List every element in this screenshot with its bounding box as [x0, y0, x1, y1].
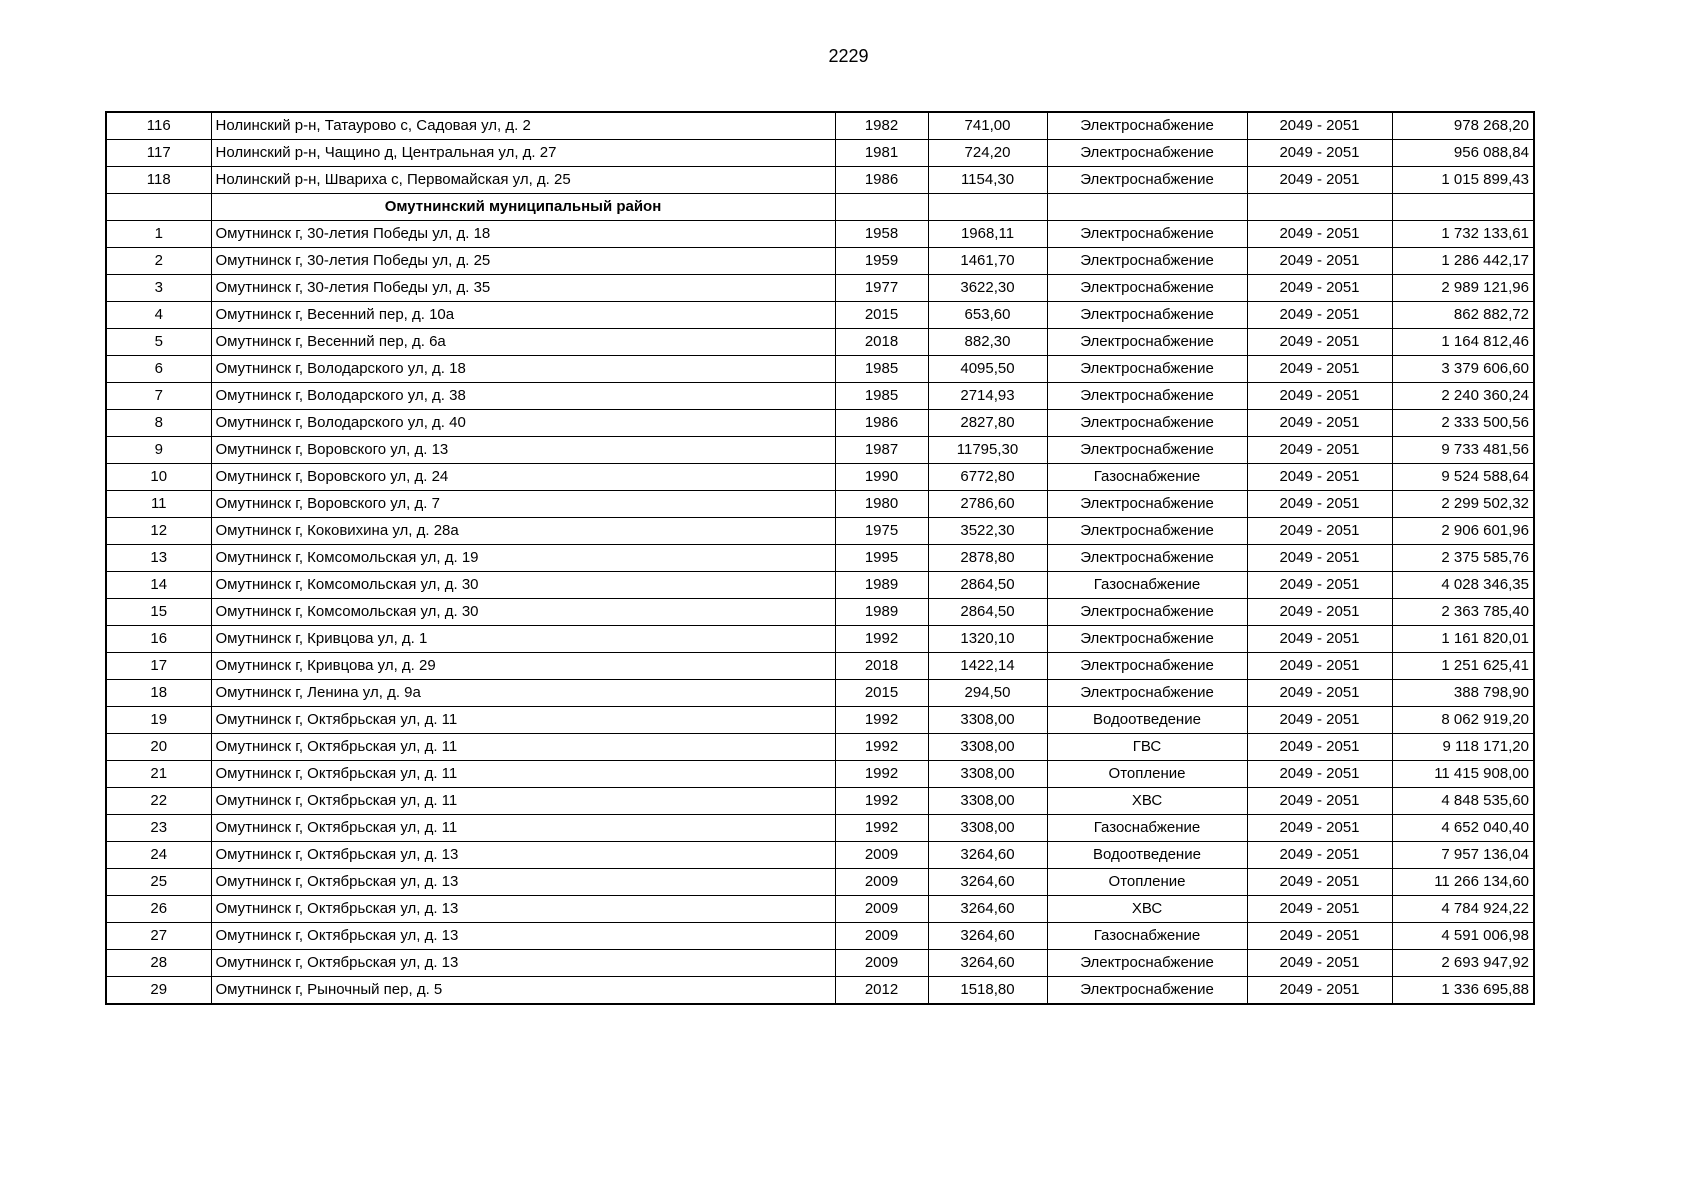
cost-cell: 2 375 585,76: [1392, 545, 1534, 572]
address-cell: Омутнинск г, Октябрьская ул, д. 13: [211, 896, 835, 923]
cost-cell: 2 906 601,96: [1392, 518, 1534, 545]
work-type-cell: Электроснабжение: [1047, 599, 1247, 626]
cost-cell: 2 240 360,24: [1392, 383, 1534, 410]
address-cell: Нолинский р-н, Чащино д, Центральная ул, д. 27: [211, 140, 835, 167]
area-cell: 2786,60: [928, 491, 1047, 518]
work-type-cell: Отопление: [1047, 869, 1247, 896]
address-cell: Омутнинск г, Воровского ул, д. 13: [211, 437, 835, 464]
row-number: 5: [106, 329, 211, 356]
area-cell: 2864,50: [928, 572, 1047, 599]
work-type-cell: Электроснабжение: [1047, 545, 1247, 572]
area-cell: 1154,30: [928, 167, 1047, 194]
period-cell: 2049 - 2051: [1247, 383, 1392, 410]
row-number: 3: [106, 275, 211, 302]
area-cell: 3522,30: [928, 518, 1047, 545]
address-cell: Нолинский р-н, Швариха с, Первомайская ул, д. 25: [211, 167, 835, 194]
cost-cell: 1 164 812,46: [1392, 329, 1534, 356]
area-cell: 1461,70: [928, 248, 1047, 275]
address-cell: Омутнинск г, Октябрьская ул, д. 13: [211, 869, 835, 896]
cost-cell: 2 299 502,32: [1392, 491, 1534, 518]
row-number: 14: [106, 572, 211, 599]
empty-cell: [1247, 194, 1392, 221]
repair-register-table: [105, 111, 1535, 1005]
year-built-cell: 1992: [835, 815, 928, 842]
period-cell: 2049 - 2051: [1247, 842, 1392, 869]
row-number: 20: [106, 734, 211, 761]
row-number: 16: [106, 626, 211, 653]
year-built-cell: 2012: [835, 977, 928, 1005]
row-number: 118: [106, 167, 211, 194]
year-built-cell: 1986: [835, 167, 928, 194]
table-row: [106, 167, 1534, 194]
year-built-cell: 2015: [835, 680, 928, 707]
cost-cell: 2 989 121,96: [1392, 275, 1534, 302]
address-cell: Омутнинск г, Октябрьская ул, д. 11: [211, 788, 835, 815]
period-cell: 2049 - 2051: [1247, 112, 1392, 140]
period-cell: 2049 - 2051: [1247, 761, 1392, 788]
cost-cell: 862 882,72: [1392, 302, 1534, 329]
work-type-cell: Электроснабжение: [1047, 950, 1247, 977]
area-cell: 3308,00: [928, 707, 1047, 734]
work-type-cell: Электроснабжение: [1047, 221, 1247, 248]
address-cell: Омутнинск г, Комсомольская ул, д. 19: [211, 545, 835, 572]
area-cell: 11795,30: [928, 437, 1047, 464]
area-cell: 3264,60: [928, 923, 1047, 950]
row-number: 1: [106, 221, 211, 248]
work-type-cell: Электроснабжение: [1047, 491, 1247, 518]
row-number: 22: [106, 788, 211, 815]
area-cell: 2864,50: [928, 599, 1047, 626]
period-cell: 2049 - 2051: [1247, 869, 1392, 896]
empty-cell: [1047, 194, 1247, 221]
year-built-cell: 2009: [835, 842, 928, 869]
address-cell: Омутнинск г, Коковихина ул, д. 28а: [211, 518, 835, 545]
area-cell: 882,30: [928, 329, 1047, 356]
year-built-cell: 1982: [835, 112, 928, 140]
work-type-cell: Электроснабжение: [1047, 329, 1247, 356]
year-built-cell: 2018: [835, 653, 928, 680]
row-number: 116: [106, 112, 211, 140]
work-type-cell: Водоотведение: [1047, 707, 1247, 734]
period-cell: 2049 - 2051: [1247, 356, 1392, 383]
table-row: [106, 491, 1534, 518]
cost-cell: 11 266 134,60: [1392, 869, 1534, 896]
table-row: [106, 383, 1534, 410]
year-built-cell: 1989: [835, 599, 928, 626]
work-type-cell: Электроснабжение: [1047, 302, 1247, 329]
work-type-cell: Электроснабжение: [1047, 680, 1247, 707]
year-built-cell: 1987: [835, 437, 928, 464]
table-row: [106, 302, 1534, 329]
row-number: 24: [106, 842, 211, 869]
year-built-cell: 1980: [835, 491, 928, 518]
address-cell: Омутнинск г, Воровского ул, д. 7: [211, 491, 835, 518]
year-built-cell: 1959: [835, 248, 928, 275]
year-built-cell: 1989: [835, 572, 928, 599]
row-number: 15: [106, 599, 211, 626]
address-cell: Омутнинск г, Октябрьская ул, д. 11: [211, 815, 835, 842]
row-number: 26: [106, 896, 211, 923]
year-built-cell: 1975: [835, 518, 928, 545]
cost-cell: 11 415 908,00: [1392, 761, 1534, 788]
work-type-cell: Электроснабжение: [1047, 626, 1247, 653]
work-type-cell: Газоснабжение: [1047, 572, 1247, 599]
address-cell: Омутнинск г, Рыночный пер, д. 5: [211, 977, 835, 1005]
year-built-cell: 1992: [835, 761, 928, 788]
work-type-cell: ГВС: [1047, 734, 1247, 761]
cost-cell: 3 379 606,60: [1392, 356, 1534, 383]
table-row: [106, 923, 1534, 950]
cost-cell: 9 524 588,64: [1392, 464, 1534, 491]
area-cell: 3264,60: [928, 896, 1047, 923]
address-cell: Омутнинск г, Володарского ул, д. 18: [211, 356, 835, 383]
year-built-cell: 1981: [835, 140, 928, 167]
address-cell: Омутнинск г, Октябрьская ул, д. 11: [211, 734, 835, 761]
work-type-cell: Электроснабжение: [1047, 356, 1247, 383]
cost-cell: 2 333 500,56: [1392, 410, 1534, 437]
row-number: 29: [106, 977, 211, 1005]
period-cell: 2049 - 2051: [1247, 275, 1392, 302]
row-number: 25: [106, 869, 211, 896]
cost-cell: 9 118 171,20: [1392, 734, 1534, 761]
table-row: [106, 869, 1534, 896]
period-cell: 2049 - 2051: [1247, 329, 1392, 356]
area-cell: 1320,10: [928, 626, 1047, 653]
empty-cell: [1392, 194, 1534, 221]
table-row: [106, 761, 1534, 788]
cost-cell: 4 652 040,40: [1392, 815, 1534, 842]
year-built-cell: 1995: [835, 545, 928, 572]
period-cell: 2049 - 2051: [1247, 491, 1392, 518]
address-cell: Омутнинск г, 30-летия Победы ул, д. 25: [211, 248, 835, 275]
area-cell: 3622,30: [928, 275, 1047, 302]
area-cell: 3264,60: [928, 869, 1047, 896]
row-number: 21: [106, 761, 211, 788]
empty-cell: [106, 194, 211, 221]
area-cell: 294,50: [928, 680, 1047, 707]
period-cell: 2049 - 2051: [1247, 140, 1392, 167]
work-type-cell: Электроснабжение: [1047, 275, 1247, 302]
cost-cell: 2 693 947,92: [1392, 950, 1534, 977]
row-number: 27: [106, 923, 211, 950]
cost-cell: 956 088,84: [1392, 140, 1534, 167]
address-cell: Омутнинск г, Весенний пер, д. 10а: [211, 302, 835, 329]
period-cell: 2049 - 2051: [1247, 707, 1392, 734]
work-type-cell: Газоснабжение: [1047, 815, 1247, 842]
cost-cell: 388 798,90: [1392, 680, 1534, 707]
area-cell: 3308,00: [928, 761, 1047, 788]
row-number: 10: [106, 464, 211, 491]
row-number: 7: [106, 383, 211, 410]
year-built-cell: 2009: [835, 896, 928, 923]
empty-cell: [928, 194, 1047, 221]
area-cell: 3308,00: [928, 788, 1047, 815]
cost-cell: 1 251 625,41: [1392, 653, 1534, 680]
row-number: 8: [106, 410, 211, 437]
area-cell: 3308,00: [928, 734, 1047, 761]
cost-cell: 1 286 442,17: [1392, 248, 1534, 275]
period-cell: 2049 - 2051: [1247, 923, 1392, 950]
area-cell: 1422,14: [928, 653, 1047, 680]
address-cell: Омутнинск г, Володарского ул, д. 40: [211, 410, 835, 437]
period-cell: 2049 - 2051: [1247, 518, 1392, 545]
row-number: 117: [106, 140, 211, 167]
address-cell: Омутнинск г, Октябрьская ул, д. 13: [211, 842, 835, 869]
table-row: [106, 112, 1534, 140]
cost-cell: 4 848 535,60: [1392, 788, 1534, 815]
cost-cell: 2 363 785,40: [1392, 599, 1534, 626]
area-cell: 741,00: [928, 112, 1047, 140]
period-cell: 2049 - 2051: [1247, 734, 1392, 761]
work-type-cell: Газоснабжение: [1047, 923, 1247, 950]
row-number: 6: [106, 356, 211, 383]
work-type-cell: Электроснабжение: [1047, 410, 1247, 437]
table-row: [106, 680, 1534, 707]
year-built-cell: 2018: [835, 329, 928, 356]
year-built-cell: 1986: [835, 410, 928, 437]
cost-cell: 1 015 899,43: [1392, 167, 1534, 194]
year-built-cell: 1990: [835, 464, 928, 491]
period-cell: 2049 - 2051: [1247, 815, 1392, 842]
period-cell: 2049 - 2051: [1247, 680, 1392, 707]
table-row: [106, 626, 1534, 653]
address-cell: Омутнинск г, Кривцова ул, д. 29: [211, 653, 835, 680]
work-type-cell: Электроснабжение: [1047, 653, 1247, 680]
area-cell: 4095,50: [928, 356, 1047, 383]
period-cell: 2049 - 2051: [1247, 572, 1392, 599]
year-built-cell: 2015: [835, 302, 928, 329]
cost-cell: 978 268,20: [1392, 112, 1534, 140]
year-built-cell: 1992: [835, 626, 928, 653]
work-type-cell: Электроснабжение: [1047, 167, 1247, 194]
row-number: 18: [106, 680, 211, 707]
work-type-cell: Электроснабжение: [1047, 977, 1247, 1005]
work-type-cell: Электроснабжение: [1047, 383, 1247, 410]
table-row: [106, 950, 1534, 977]
table-row: [106, 545, 1534, 572]
table-row: [106, 977, 1534, 1005]
table-row: [106, 896, 1534, 923]
year-built-cell: 2009: [835, 923, 928, 950]
cost-cell: 7 957 136,04: [1392, 842, 1534, 869]
address-cell: Омутнинск г, Комсомольская ул, д. 30: [211, 599, 835, 626]
address-cell: Омутнинск г, Октябрьская ул, д. 11: [211, 761, 835, 788]
table-row: [106, 410, 1534, 437]
row-number: 23: [106, 815, 211, 842]
page-number: 2229: [828, 46, 869, 66]
year-built-cell: 2009: [835, 950, 928, 977]
table-row: [106, 707, 1534, 734]
table-body: [106, 112, 1534, 1004]
address-cell: Омутнинск г, Октябрьская ул, д. 13: [211, 950, 835, 977]
year-built-cell: 2009: [835, 869, 928, 896]
row-number: 28: [106, 950, 211, 977]
period-cell: 2049 - 2051: [1247, 221, 1392, 248]
empty-cell: [835, 194, 928, 221]
row-number: 11: [106, 491, 211, 518]
year-built-cell: 1958: [835, 221, 928, 248]
area-cell: 3264,60: [928, 950, 1047, 977]
table-row: [106, 734, 1534, 761]
period-cell: 2049 - 2051: [1247, 248, 1392, 275]
cost-cell: 1 732 133,61: [1392, 221, 1534, 248]
address-cell: Омутнинск г, Весенний пер, д. 6а: [211, 329, 835, 356]
table-row: [106, 221, 1534, 248]
table-row: [106, 815, 1534, 842]
area-cell: 1968,11: [928, 221, 1047, 248]
period-cell: 2049 - 2051: [1247, 167, 1392, 194]
table-row: [106, 599, 1534, 626]
row-number: 12: [106, 518, 211, 545]
cost-cell: 4 784 924,22: [1392, 896, 1534, 923]
work-type-cell: Водоотведение: [1047, 842, 1247, 869]
work-type-cell: Газоснабжение: [1047, 464, 1247, 491]
period-cell: 2049 - 2051: [1247, 653, 1392, 680]
period-cell: 2049 - 2051: [1247, 599, 1392, 626]
table-row: [106, 248, 1534, 275]
row-number: 2: [106, 248, 211, 275]
area-cell: 653,60: [928, 302, 1047, 329]
table-row: [106, 464, 1534, 491]
area-cell: 2827,80: [928, 410, 1047, 437]
area-cell: 3264,60: [928, 842, 1047, 869]
table-row: [106, 572, 1534, 599]
period-cell: 2049 - 2051: [1247, 545, 1392, 572]
table-row: [106, 140, 1534, 167]
address-cell: Омутнинск г, Кривцова ул, д. 1: [211, 626, 835, 653]
period-cell: 2049 - 2051: [1247, 626, 1392, 653]
table-row: [106, 518, 1534, 545]
area-cell: 724,20: [928, 140, 1047, 167]
row-number: 13: [106, 545, 211, 572]
address-cell: Омутнинск г, 30-летия Победы ул, д. 35: [211, 275, 835, 302]
cost-cell: 4 028 346,35: [1392, 572, 1534, 599]
address-cell: Омутнинск г, Октябрьская ул, д. 11: [211, 707, 835, 734]
area-cell: 2878,80: [928, 545, 1047, 572]
period-cell: 2049 - 2051: [1247, 437, 1392, 464]
area-cell: 2714,93: [928, 383, 1047, 410]
table-row: [106, 437, 1534, 464]
period-cell: 2049 - 2051: [1247, 410, 1392, 437]
address-cell: Омутнинск г, Октябрьская ул, д. 13: [211, 923, 835, 950]
table-row: [106, 842, 1534, 869]
year-built-cell: 1985: [835, 383, 928, 410]
address-cell: Омутнинск г, Володарского ул, д. 38: [211, 383, 835, 410]
work-type-cell: ХВС: [1047, 788, 1247, 815]
work-type-cell: Отопление: [1047, 761, 1247, 788]
address-cell: Омутнинск г, Комсомольская ул, д. 30: [211, 572, 835, 599]
address-cell: Омутнинск г, Ленина ул, д. 9а: [211, 680, 835, 707]
table-row: [106, 788, 1534, 815]
address-cell: Омутнинск г, Воровского ул, д. 24: [211, 464, 835, 491]
period-cell: 2049 - 2051: [1247, 977, 1392, 1005]
row-number: 19: [106, 707, 211, 734]
row-number: 9: [106, 437, 211, 464]
work-type-cell: ХВС: [1047, 896, 1247, 923]
period-cell: 2049 - 2051: [1247, 464, 1392, 491]
cost-cell: 8 062 919,20: [1392, 707, 1534, 734]
period-cell: 2049 - 2051: [1247, 788, 1392, 815]
work-type-cell: Электроснабжение: [1047, 518, 1247, 545]
table-row: [106, 275, 1534, 302]
period-cell: 2049 - 2051: [1247, 302, 1392, 329]
address-cell: Нолинский р-н, Татаурово с, Садовая ул, д. 2: [211, 112, 835, 140]
work-type-cell: Электроснабжение: [1047, 437, 1247, 464]
period-cell: 2049 - 2051: [1247, 896, 1392, 923]
area-cell: 1518,80: [928, 977, 1047, 1005]
year-built-cell: 1985: [835, 356, 928, 383]
year-built-cell: 1992: [835, 734, 928, 761]
address-cell: Омутнинск г, 30-летия Победы ул, д. 18: [211, 221, 835, 248]
area-cell: 3308,00: [928, 815, 1047, 842]
work-type-cell: Электроснабжение: [1047, 140, 1247, 167]
cost-cell: 1 161 820,01: [1392, 626, 1534, 653]
cost-cell: 4 591 006,98: [1392, 923, 1534, 950]
work-type-cell: Электроснабжение: [1047, 248, 1247, 275]
table-row: [106, 356, 1534, 383]
period-cell: 2049 - 2051: [1247, 950, 1392, 977]
row-number: 4: [106, 302, 211, 329]
table-row: [106, 329, 1534, 356]
section-title: Омутнинский муниципальный район: [211, 194, 835, 221]
row-number: 17: [106, 653, 211, 680]
work-type-cell: Электроснабжение: [1047, 112, 1247, 140]
year-built-cell: 1992: [835, 707, 928, 734]
area-cell: 6772,80: [928, 464, 1047, 491]
cost-cell: 9 733 481,56: [1392, 437, 1534, 464]
cost-cell: 1 336 695,88: [1392, 977, 1534, 1005]
year-built-cell: 1992: [835, 788, 928, 815]
year-built-cell: 1977: [835, 275, 928, 302]
table-row: [106, 653, 1534, 680]
section-header-row: [106, 194, 1534, 221]
